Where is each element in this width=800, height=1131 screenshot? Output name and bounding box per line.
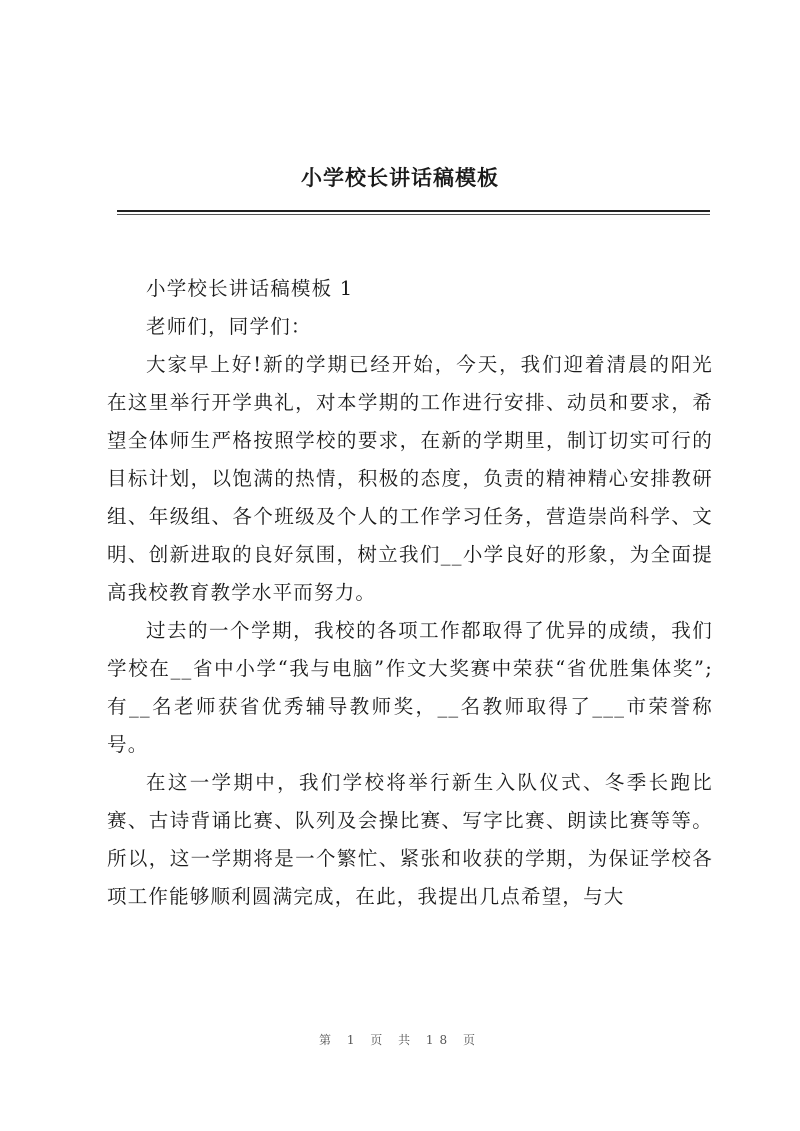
title-rule-thick bbox=[117, 210, 710, 212]
paragraph: 在这一学期中，我们学校将举行新生入队仪式、冬季长跑比赛、古诗背诵比赛、队列及会操比赛、写字比赛、朗读比赛等等。所以，这一学期将是一个繁忙、紧张和收获的学期，为保证学校各项工作能够顺利圆满完成，在此，我提出几点希望，与大 bbox=[107, 771, 713, 908]
paragraph: 过去的一个学期，我校的各项工作都取得了优异的成绩，我们学校在__省中小学“我与电脑”作文大奖赛中荣获“省优胜集体奖”;有__名老师获省优秀辅导教师奖，__名教师取得了___市荣誉称号。 bbox=[107, 619, 713, 756]
page-footer: 第 1 页 共 18 页 bbox=[319, 1033, 481, 1047]
document-title: 小学校长讲话稿模板 bbox=[301, 165, 499, 190]
salutation: 老师们，同学们： bbox=[146, 315, 312, 338]
paragraph: 大家早上好!新的学期已经开始，今天，我们迎着清晨的阳光在这里举行开学典礼，对本学期的工作进行安排、动员和要求，希望全体师生严格按照学校的要求，在新的学期里，制订切实可行的目标计划，以饱满的热情，积极的态度，负责的精神精心安排教研组、年级组、各个班级及个人的工作学习任务，营造崇尚科学、文明、创新进取的良好氛围，树立我们__小学良好的形象，为全面提高我校教育教学水平而努力。 bbox=[107, 353, 713, 604]
title-rule-thin bbox=[117, 214, 710, 215]
document-body bbox=[107, 270, 713, 916]
section-heading: 小学校长讲话稿模板 1 bbox=[146, 277, 354, 300]
